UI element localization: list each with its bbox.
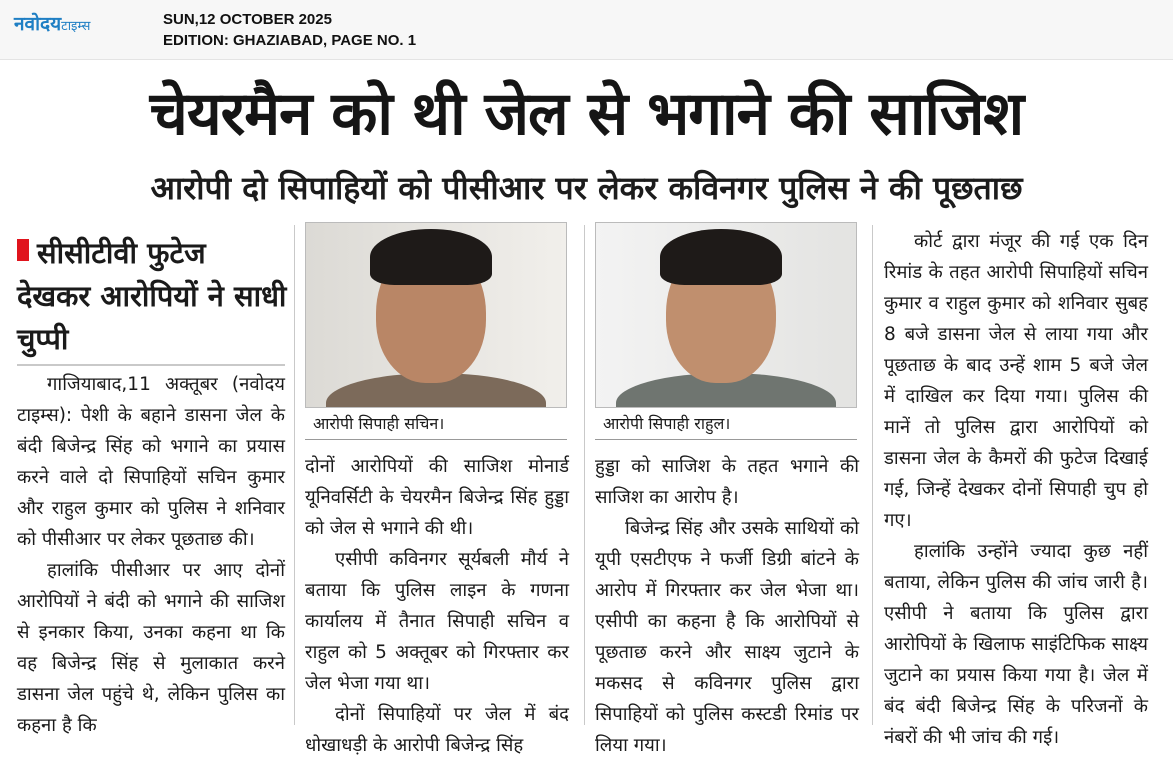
photo-rahul	[595, 222, 857, 408]
newspaper-logo	[14, 10, 90, 36]
paragraph: कोर्ट द्वारा मंजूर की गई एक दिन रिमांड के तहत आरोपी सिपाहियों सचिन कुमार व राहुल कुमार को शनिवार सुबह 8 बजे डासना जेल से लाया गया और पूछताछ के बाद उन्हें शाम 5 बजे जेल में दाखिल कर दिया गया। पुलिस की मानें तो पुलिस द्वारा आरोपियों को डासना जेल के कैमरों की फुटेज दिखाई गई, जिन्हें देखकर दोनों सिपाही चुप हो गए।	[884, 231, 1148, 531]
logo-sub: टाइम्स	[61, 19, 91, 34]
paragraph: गाजियाबाद,11 अक्तूबर (नवोदय टाइम्स): पेशी के बहाने डासना जेल के बंदी बिजेन्द्र सिंह को भगाने का प्रयास करने वाले दो सिपाहियों सचिन कुमार और राहुल कुमार को पुलिस ने शनिवार को पीसीआर पर लेकर पूछताछ की।	[17, 374, 285, 550]
kicker	[17, 232, 287, 361]
paragraph: एसीपी कविनगर सूर्यबली मौर्य ने बताया कि पुलिस लाइन के गणना कार्यालय में तैनात सिपाही सचिन व राहुल को 5 अक्तूबर को गिरफ्तार कर जेल भेजा गया था।	[305, 549, 569, 694]
edition-page: EDITION: GHAZIABAD, PAGE NO. 1	[163, 32, 417, 49]
column-2	[305, 451, 569, 761]
photo-sachin	[305, 222, 567, 408]
column-rule	[872, 225, 873, 725]
paragraph: हालांकि पीसीआर पर आए दोनों आरोपियों ने बंदी को भगाने की साजिश से इनकार किया, उनका कहना था कि वह बिजेन्द्र सिंह से मुलाकात करने डासना जेल पहुंचे थे, लेकिन पुलिस का कहना है कि	[17, 560, 285, 736]
edition-info	[163, 9, 416, 51]
subheadline: आरोपी दो सिपाहियों को पीसीआर पर लेकर कविनगर पुलिस ने की पूछताछ	[150, 169, 1023, 207]
masthead-bar	[0, 0, 1173, 60]
paragraph: दोनों आरोपियों की साजिश मोनार्ड यूनिवर्सिटी के चेयरमैन बिजेन्द्र सिंह हुड्डा को जेल से भगाने की थी।	[305, 456, 569, 539]
photo-caption: आरोपी सिपाही सचिन।	[305, 408, 567, 440]
column-4	[884, 226, 1148, 753]
kicker-text: सीसीटीवी फुटेज देखकर आरोपियों ने साधी चुप्पी	[17, 236, 287, 356]
paragraph: हुड्डा को साजिश के तहत भगाने की साजिश का आरोप है।	[595, 456, 859, 508]
column-3	[595, 451, 859, 761]
red-square-icon	[17, 239, 29, 261]
paragraph: दोनों सिपाहियों पर जेल में बंद धोखाधड़ी के आरोपी बिजेन्द्र सिंह	[305, 704, 569, 756]
divider	[17, 364, 285, 366]
column-rule	[294, 225, 295, 725]
column-1	[17, 369, 285, 741]
column-rule	[584, 225, 585, 725]
photo-caption: आरोपी सिपाही राहुल।	[595, 408, 857, 440]
paragraph: हालांकि उन्होंने ज्यादा कुछ नहीं बताया, लेकिन पुलिस की जांच जारी है। एसीपी ने बताया कि पुलिस द्वारा आरोपियों के खिलाफ साइंटिफिक साक्ष्य जुटाने का प्रयास किया गया है। जेल में बंद बंदी बिजेन्द्र सिंह के परिजनों के नंबरों की भी जांच की गई।	[884, 541, 1148, 748]
paragraph: बिजेन्द्र सिंह और उसके साथियों को यूपी एसटीएफ ने फर्जी डिग्री बांटने के आरोप में गिरफ्तार कर जेल भेजा था। एसीपी का कहना है कि आरोपियों से पूछताछ करने और साक्ष्य जुटाने के मकसद से कविनगर पुलिस द्वारा सिपाहियों को पुलिस कस्टडी रिमांड पर लिया गया।	[595, 518, 859, 756]
logo-main: नवोदय	[14, 13, 62, 35]
edition-date: SUN,12 OCTOBER 2025	[163, 11, 332, 28]
headline: चेयरमैन को थी जेल से भगाने की साजिश	[149, 79, 1024, 149]
